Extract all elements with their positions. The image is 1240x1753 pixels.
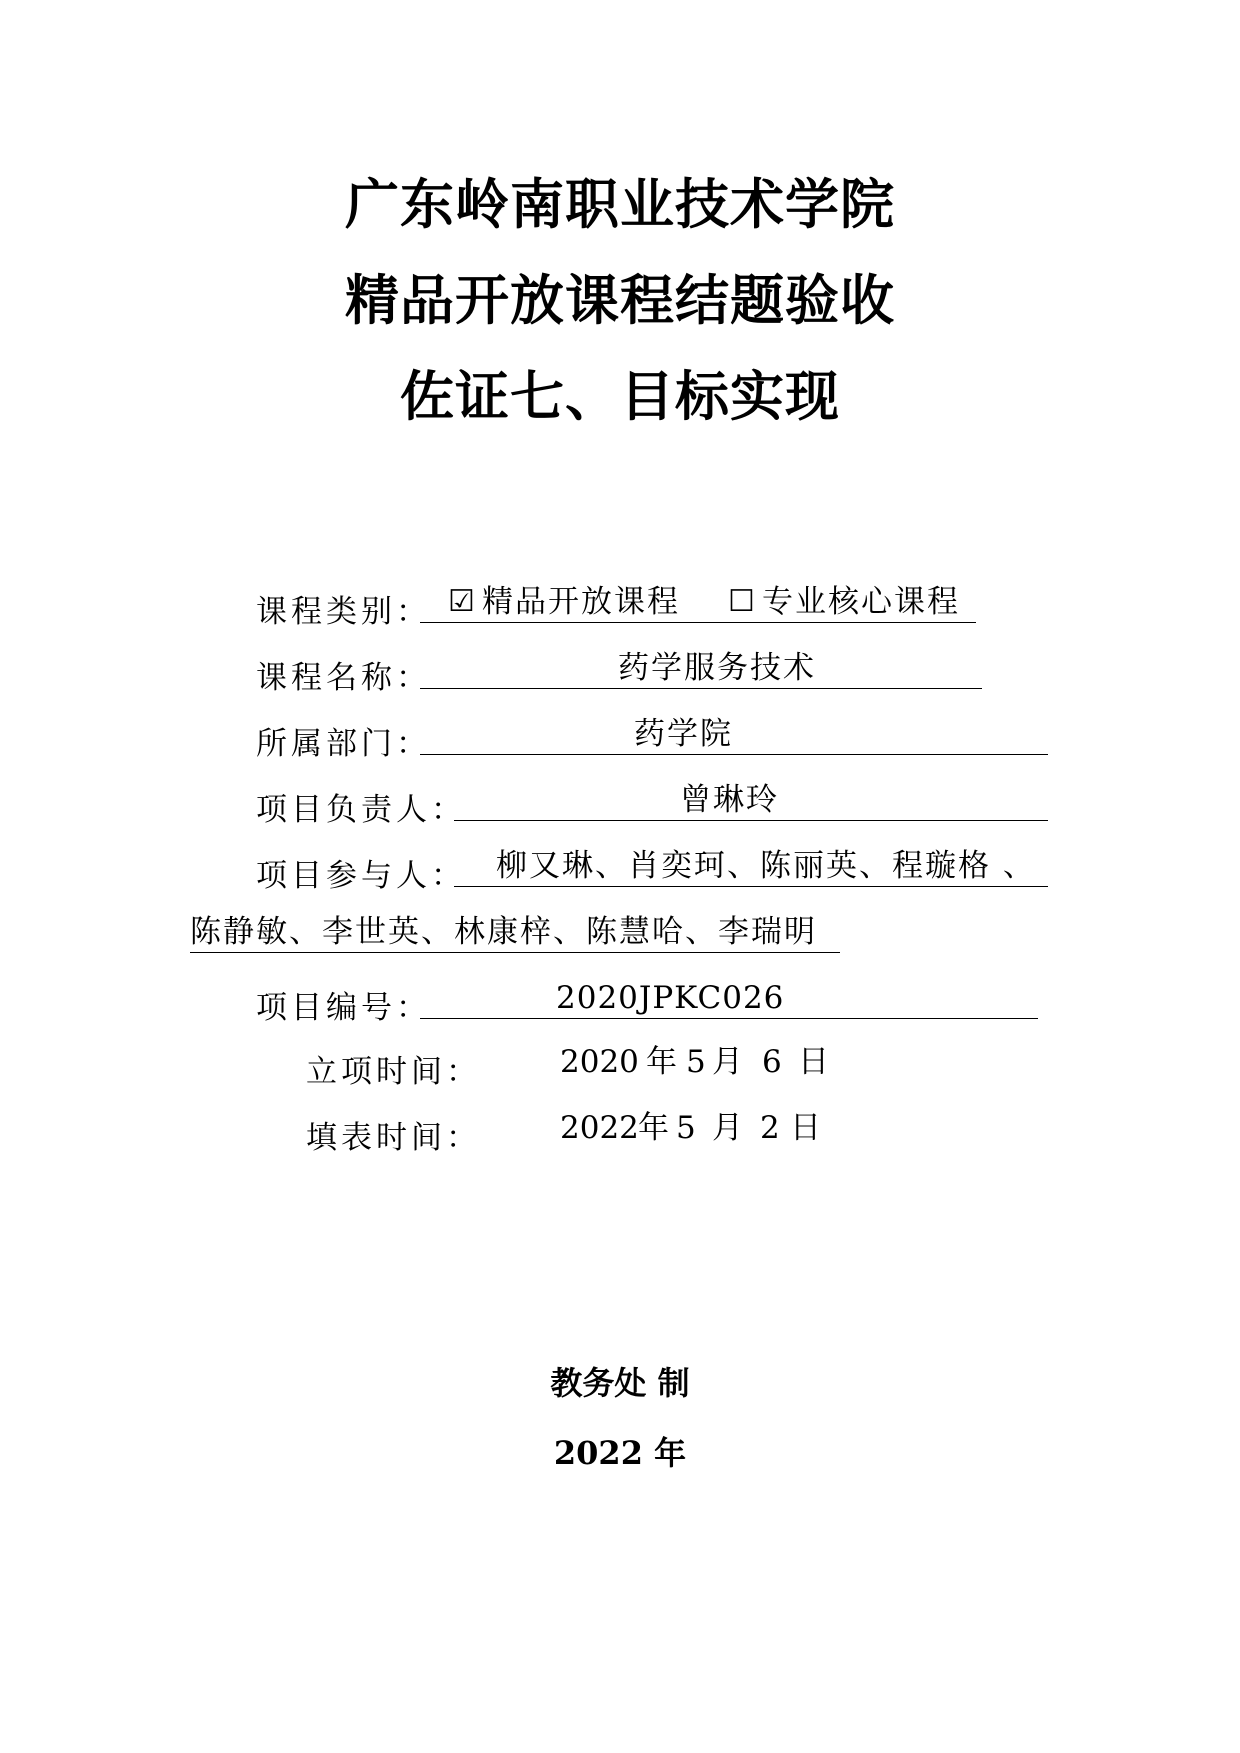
fill-date-year: 2022 bbox=[560, 1110, 639, 1146]
department-value: 药学院 bbox=[634, 716, 733, 752]
category-option-2: 专业核心课程 bbox=[762, 584, 960, 620]
start-date-day-unit: 日 bbox=[798, 1044, 829, 1080]
fill-date-label: 填表时间： bbox=[306, 1120, 481, 1156]
department-label: 所属部门： bbox=[256, 726, 431, 762]
project-no-value: 2020JPKC026 bbox=[556, 980, 785, 1016]
leader-line bbox=[454, 780, 1048, 821]
project-no-label: 项目编号： bbox=[256, 990, 431, 1026]
start-date-label: 立项时间： bbox=[306, 1054, 481, 1090]
participants-value-1: 柳又琳、肖奕珂、陈丽英、程璇格 、 bbox=[496, 848, 1036, 884]
title-line-3: 佐证七、目标实现 bbox=[400, 364, 840, 428]
fill-date-year-unit: 年 bbox=[638, 1110, 669, 1146]
start-date-day: 6 bbox=[762, 1044, 782, 1080]
leader-label: 项目负责人： bbox=[256, 792, 466, 828]
department-line bbox=[420, 714, 1048, 755]
fill-date-month-unit: 月 bbox=[712, 1110, 743, 1146]
category-option-1: 精品开放课程 bbox=[482, 584, 680, 620]
unchecked-box-icon[interactable]: ☐ bbox=[728, 584, 757, 619]
course-name-value: 药学服务技术 bbox=[618, 650, 816, 686]
checked-box-icon[interactable]: ☑ bbox=[448, 584, 477, 619]
leader-value: 曾琳玲 bbox=[680, 782, 779, 818]
footer-year: 2022 年 bbox=[553, 1434, 687, 1472]
category-line bbox=[420, 582, 976, 623]
fill-date-day: 2 bbox=[760, 1110, 780, 1146]
fill-date-month: 5 bbox=[676, 1110, 696, 1146]
start-date-year: 2020 bbox=[560, 1044, 639, 1080]
course-name-label: 课程名称： bbox=[256, 660, 431, 696]
participants-value-2: 陈静敏、李世英、林康梓、陈慧哈、李瑞明 bbox=[190, 914, 817, 950]
participants-line-1 bbox=[454, 846, 1048, 887]
category-label: 课程类别： bbox=[256, 594, 431, 630]
start-date-month: 5 bbox=[686, 1044, 706, 1080]
footer-issuer: 教务处 制 bbox=[550, 1364, 690, 1402]
fill-date-day-unit: 日 bbox=[790, 1110, 821, 1146]
start-date-month-unit: 月 bbox=[712, 1044, 743, 1080]
title-line-2: 精品开放课程结题验收 bbox=[345, 268, 895, 332]
course-name-line bbox=[420, 648, 982, 689]
participants-label: 项目参与人： bbox=[256, 858, 466, 894]
participants-line-2 bbox=[190, 912, 840, 953]
project-no-line bbox=[420, 978, 1038, 1019]
start-date-year-unit: 年 bbox=[646, 1044, 677, 1080]
title-line-1: 广东岭南职业技术学院 bbox=[345, 172, 895, 236]
